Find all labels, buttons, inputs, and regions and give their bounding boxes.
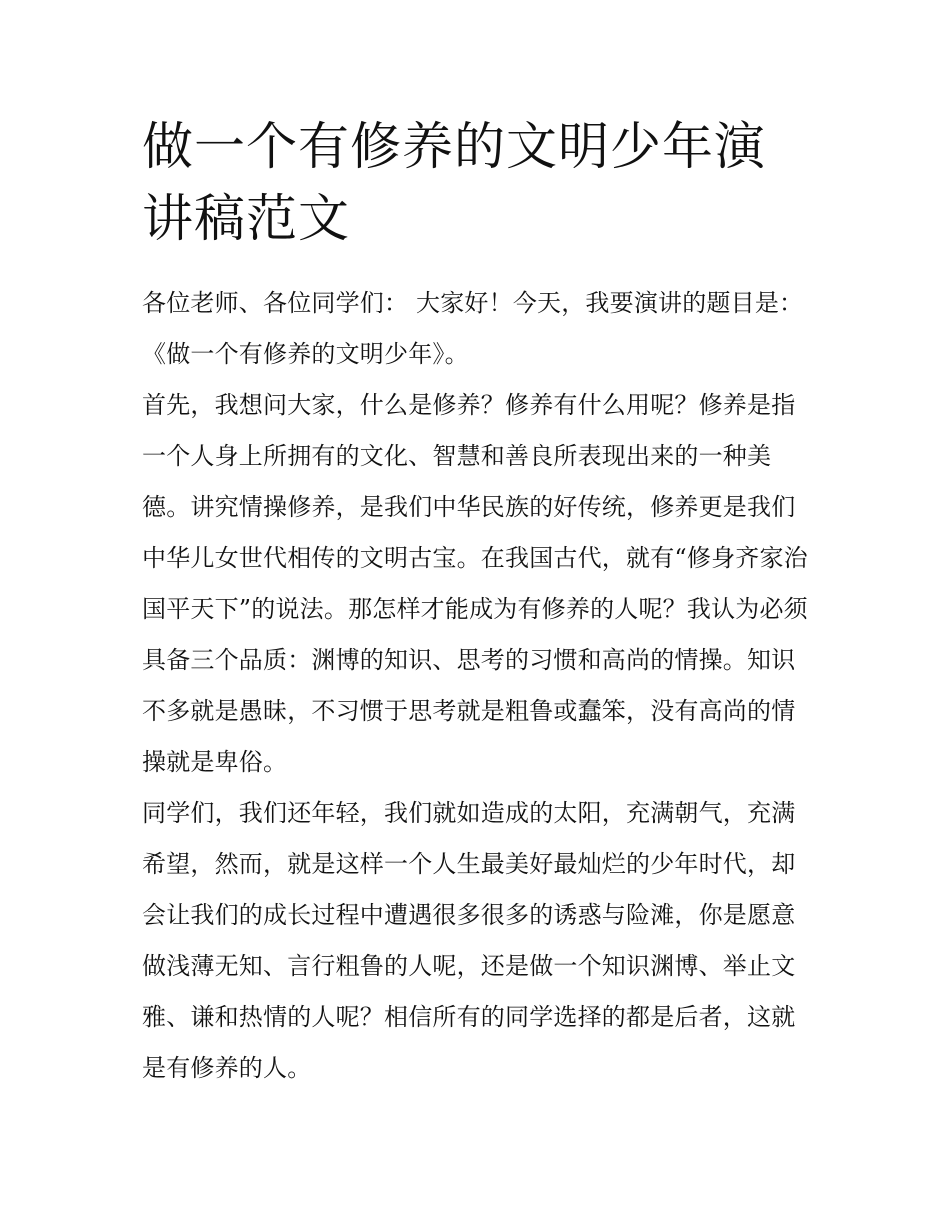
- document-title: 做一个有修养的文明少年演讲稿范文: [142, 118, 767, 249]
- paragraph-greeting: 各位老师、各位同学们： 大家好！今天，我要演讲的题目是：《做一个有修养的文明少年》。: [142, 289, 804, 368]
- document-content: [142, 112, 814, 1094]
- document-body: [142, 278, 814, 1094]
- paragraph-what-is-cultivation: 首先，我想问大家，什么是修养？修养有什么用呢？修养是指一个人身上所拥有的文化、智慧和善良所表现出来的一种美德。讲究情操修养，是我们中华民族的好传统，修养更是我们中华儿女世代相传的文明古宝。在我国古代，就有“修身齐家治国平天下”的说法。那怎样才能成为有修养的人呢？我认为必须具备三个品质：渊博的知识、思考的习惯和高尚的情操。知识不多就是愚昧，不习惯于思考就是粗鲁或蠢笨，没有高尚的情操就是卑俗。: [142, 391, 808, 776]
- paragraph-classmates: 同学们，我们还年轻，我们就如造成的太阳，充满朝气，充满希望，然而，就是这样一个人生最美好最灿烂的少年时代，却会让我们的成长过程中遭遇很多很多的诱惑与险滩，你是愿意做浅薄无知、言行粗鲁的人呢，还是做一个知识渊博、举止文雅、谦和热情的人呢？相信所有的同学选择的都是后者，这就是有修养的人。: [142, 799, 796, 1082]
